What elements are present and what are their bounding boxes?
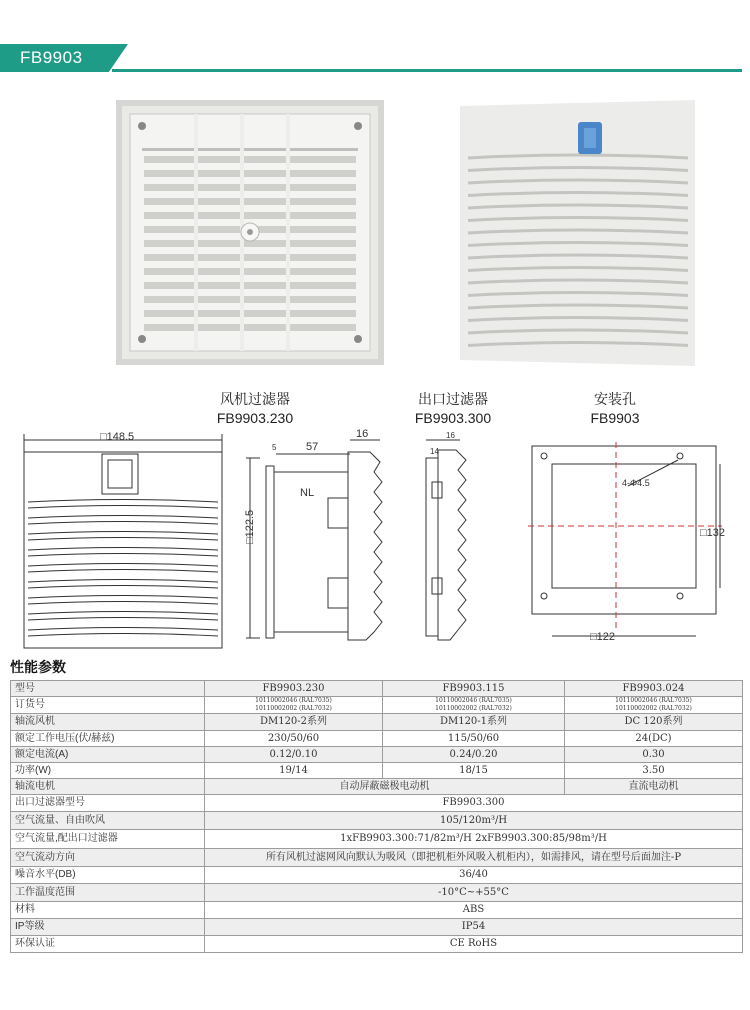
table-cell	[565, 697, 743, 714]
table-row	[11, 779, 743, 795]
front-louver	[28, 516, 218, 519]
fan-side-view	[244, 428, 382, 640]
table-row	[11, 731, 743, 747]
front-louver	[28, 548, 218, 551]
table-cell: 36/40	[205, 867, 743, 884]
table-cell: FB9903.300	[205, 795, 743, 812]
fan-title-cn: 风机过滤器	[220, 391, 290, 407]
grille-slot	[144, 198, 356, 205]
cutout-view	[528, 442, 725, 643]
table-cell: 115/50/60	[383, 731, 565, 747]
table-row	[11, 919, 743, 936]
table-cell: 0.30	[565, 747, 743, 763]
table-row	[11, 812, 743, 830]
outlet-title-code: FB9903.300	[414, 410, 492, 426]
fan-depth-dim-b: 16	[356, 428, 369, 440]
table-row	[11, 697, 743, 714]
table-row	[11, 681, 743, 697]
row-label: 订货号	[11, 697, 205, 714]
row-label: 轴流风机	[11, 714, 205, 731]
order-number: 10110002046 (RAL7035)	[435, 697, 512, 704]
table-cell: 所有风机过滤网风向默认为吸风（即把机柜外风吸入机柜内），如需排风，请在型号后面加注-P	[205, 849, 743, 867]
front-louver	[28, 554, 218, 557]
fan-front-view	[24, 431, 222, 648]
front-grille-photo	[116, 100, 384, 365]
order-number: 10110002002 (RAL7032)	[435, 705, 512, 712]
page-title: FB9903	[20, 48, 83, 67]
table-cell: DM120-1系列	[383, 714, 565, 731]
table-cell	[383, 697, 565, 714]
fan-width-dim: □148.5	[100, 431, 135, 443]
front-louver	[28, 500, 218, 503]
table-cell: 0.24/0.20	[383, 747, 565, 763]
table-cell	[205, 697, 383, 714]
outlet-side-view	[426, 431, 466, 640]
order-number: 10110002002 (RAL7032)	[255, 705, 332, 712]
cutout-height-dim: □132	[700, 527, 725, 539]
cutout-drawing-title	[560, 390, 670, 428]
table-cell: FB9903.024	[565, 681, 743, 697]
grille-slot	[144, 268, 356, 275]
cutout-title-cn: 安装孔	[594, 391, 636, 407]
order-number: 10110002046 (RAL7035)	[615, 697, 692, 704]
row-label: 工作温度范围	[11, 884, 205, 902]
table-cell: CE RoHS	[205, 936, 743, 953]
side-grille-photo	[460, 100, 695, 366]
table-cell: 105/120m³/H	[205, 812, 743, 830]
front-louver	[28, 602, 218, 605]
row-label: 噪音水平(DB)	[11, 867, 205, 884]
row-label: 空气流量,配出口过滤器	[11, 830, 205, 849]
cutout-width-dim: □122	[590, 631, 615, 643]
table-row	[11, 867, 743, 884]
row-label: 功率(W)	[11, 763, 205, 779]
fan-small-dim: 5	[272, 443, 277, 452]
table-cell: 自动屏蔽磁极电动机	[205, 779, 565, 795]
outlet-depth-dim: 16	[446, 431, 455, 440]
cutout-title-code: FB9903	[590, 410, 640, 426]
row-label: 出口过滤器型号	[11, 795, 205, 812]
header-rule	[112, 69, 742, 72]
table-cell: FB9903.230	[205, 681, 383, 697]
front-louver	[28, 506, 218, 509]
page-header	[0, 40, 750, 74]
grille-slot	[144, 156, 356, 163]
table-cell: -10°C~+55°C	[205, 884, 743, 902]
row-label: 轴流电机	[11, 779, 205, 795]
front-louver	[28, 532, 218, 535]
grille-slot	[144, 212, 356, 219]
terminal-label: NL	[300, 487, 315, 499]
table-row	[11, 849, 743, 867]
table-cell: 19/14	[205, 763, 383, 779]
table-row	[11, 795, 743, 812]
table-cell: DM120-2系列	[205, 714, 383, 731]
row-label: 额定电流(A)	[11, 747, 205, 763]
grille-slot	[144, 254, 356, 261]
order-number: 10110002002 (RAL7032)	[615, 705, 692, 712]
fan-depth-dim-a: 57	[306, 441, 319, 453]
table-cell: 230/50/60	[205, 731, 383, 747]
table-cell: DC 120系列	[565, 714, 743, 731]
row-label: 环保认证	[11, 936, 205, 953]
front-louver	[28, 522, 218, 525]
table-cell: 3.50	[565, 763, 743, 779]
order-number: 10110002046 (RAL7035)	[255, 697, 332, 704]
hole-label: 4-Φ4.5	[622, 478, 650, 488]
front-louver	[28, 580, 218, 583]
row-label: 空气流动方向	[11, 849, 205, 867]
grille-slot	[144, 184, 356, 191]
table-cell: 0.12/0.10	[205, 747, 383, 763]
grille-slot	[144, 170, 356, 177]
table-row	[11, 714, 743, 731]
front-louver	[28, 634, 218, 637]
specs-title: 性能参数	[10, 659, 66, 675]
grille-slot	[144, 282, 356, 289]
front-louver	[28, 596, 218, 599]
outlet-title-cn: 出口过滤器	[418, 391, 488, 407]
front-louver	[28, 618, 218, 621]
table-row	[11, 884, 743, 902]
outlet-small-dim: 14	[430, 447, 439, 456]
table-row	[11, 936, 743, 953]
fan-title-code: FB9903.230	[216, 410, 294, 426]
table-cell: ABS	[205, 902, 743, 919]
outlet-drawing-title	[388, 390, 518, 428]
fan-height-dim: □122.5	[244, 509, 256, 544]
table-cell: FB9903.115	[383, 681, 565, 697]
technical-drawings	[10, 428, 740, 650]
front-louver	[28, 612, 218, 615]
front-louver	[28, 628, 218, 631]
table-row	[11, 902, 743, 919]
row-label: 额定工作电压(伏/赫兹)	[11, 731, 205, 747]
table-cell: IP54	[205, 919, 743, 936]
row-label: IP等级	[11, 919, 205, 936]
specs-table	[10, 680, 743, 953]
grille-slot	[144, 296, 356, 303]
front-louver	[28, 586, 218, 589]
table-row	[11, 763, 743, 779]
front-louver	[28, 564, 218, 567]
table-cell: 18/15	[383, 763, 565, 779]
row-label: 空气流量、自由吹风	[11, 812, 205, 830]
fan-drawing-title	[190, 390, 320, 428]
table-row	[11, 830, 743, 849]
front-louver	[28, 538, 218, 541]
table-cell: 1xFB9903.300:71/82m³/H 2xFB9903.300:85/98m³/H	[205, 830, 743, 849]
grille-slot	[144, 310, 356, 317]
row-label: 材料	[11, 902, 205, 919]
row-label: 型号	[11, 681, 205, 697]
table-row	[11, 747, 743, 763]
table-cell: 24(DC)	[565, 731, 743, 747]
front-louver	[28, 570, 218, 573]
grille-slot	[144, 324, 356, 331]
table-cell: 直流电动机	[565, 779, 743, 795]
